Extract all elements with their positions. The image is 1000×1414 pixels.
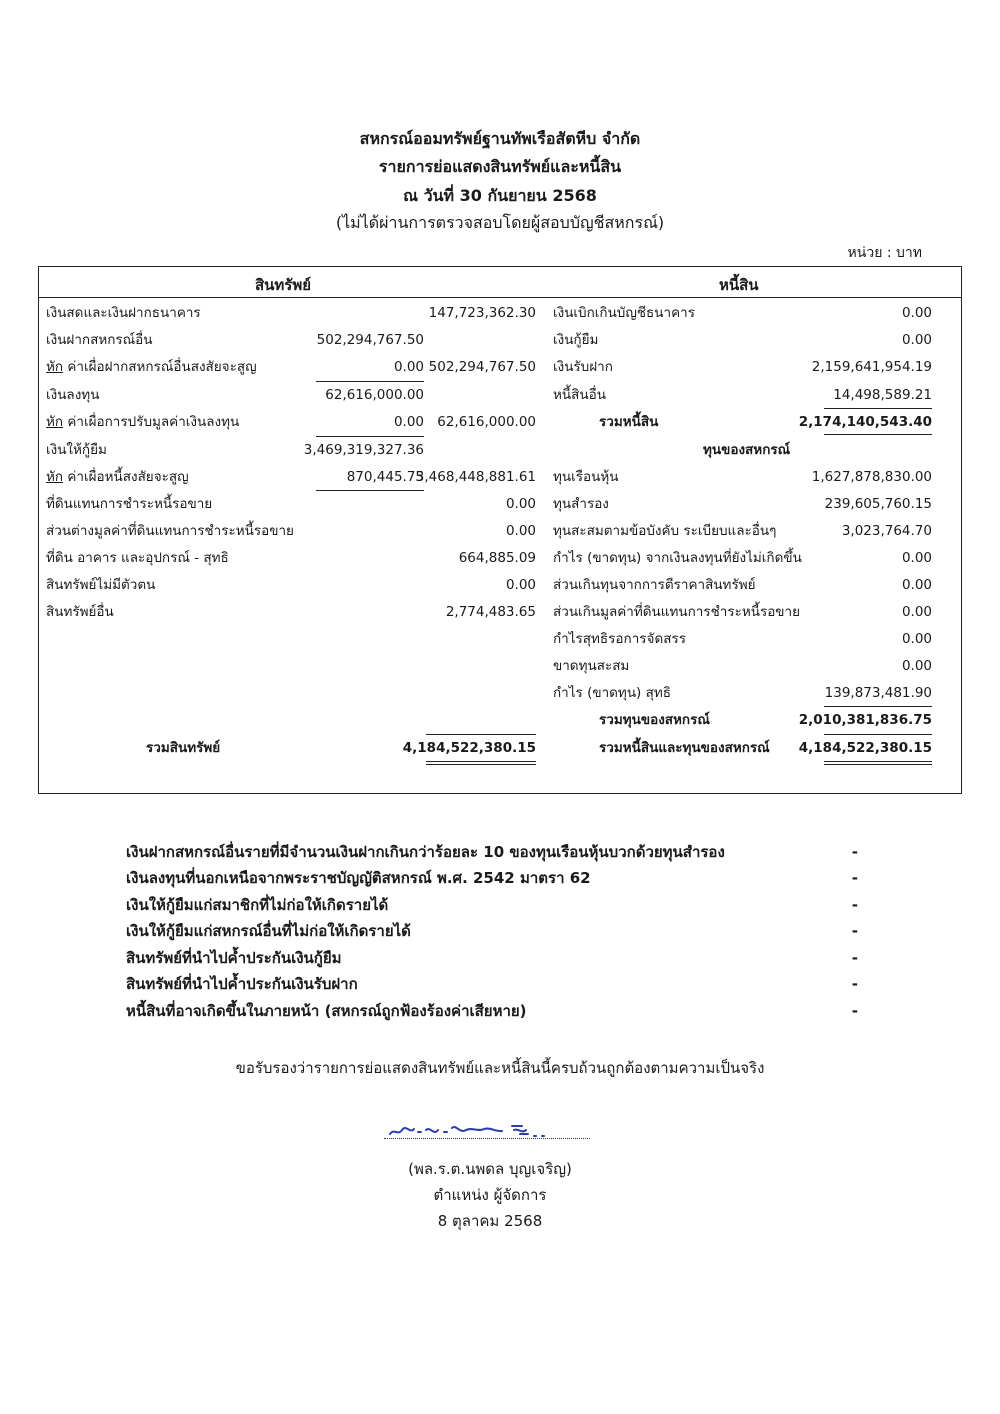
- equity-row: [553, 627, 932, 651]
- equity-value: 0.00: [901, 604, 932, 620]
- note-text: เงินฝากสหกรณ์อื่นรายที่มีจำนวนเงินฝากเกินกว่าร้อยละ 10 ของทุนเรือนหุ้นบวกด้วยทุนสำรอง: [126, 843, 725, 861]
- note-value: -: [851, 896, 858, 914]
- note-value: -: [851, 869, 858, 887]
- subtotal-underline: [316, 490, 424, 491]
- note-value: -: [851, 1002, 858, 1020]
- asset-label: ส่วนต่างมูลค่าที่ดินแทนการชำระหนี้รอขาย: [46, 523, 294, 539]
- equity-row: [553, 465, 932, 489]
- certification-text: ขอรับรองว่ารายการย่อแสดงสินทรัพย์และหนี้สินนี้ครบถ้วนถูกต้องตามความเป็นจริง: [235, 1059, 765, 1077]
- report-date: ณ วันที่ 30 กันยายน 2568: [403, 186, 597, 205]
- asset-row: [46, 519, 536, 543]
- liability-label: หนี้สินอื่น: [553, 387, 606, 403]
- audit-note: (ไม่ได้ผ่านการตรวจสอบโดยผู้สอบบัญชีสหกรณ์): [335, 213, 665, 232]
- equity-label: กำไร (ขาดทุน) สุทธิ: [553, 685, 671, 701]
- signature-date: 8 ตุลาคม 2568: [437, 1212, 543, 1230]
- total-equity-row: [553, 708, 932, 732]
- subtotal-underline: [316, 436, 424, 437]
- liability-value: 2,159,641,954.19: [811, 359, 932, 375]
- note-text: เงินให้กู้ยืมแก่สมาชิกที่ไม่ก่อให้เกิดรายได้: [126, 896, 389, 914]
- total-assets-row: [46, 736, 536, 760]
- note-item: [126, 945, 866, 971]
- asset-label: เงินสดและเงินฝากธนาคาร: [46, 305, 201, 321]
- liability-value: 0.00: [901, 332, 932, 348]
- less-prefix: หัก: [46, 469, 64, 485]
- note-value: -: [851, 975, 858, 993]
- note-text: หนี้สินที่อาจเกิดขึ้นในภายหน้า (สหกรณ์ถูกฟ้องร้องค่าเสียหาย): [126, 1002, 527, 1020]
- asset-total: 502,294,767.50: [428, 359, 536, 375]
- equity-row: [553, 573, 932, 597]
- asset-total: 0.00: [505, 523, 536, 539]
- grand-total-topline: [824, 734, 932, 735]
- asset-label: สินทรัพย์ไม่มีตัวตน: [46, 577, 156, 593]
- grand-total-label: รวมหนี้สินและทุนของสหกรณ์: [599, 740, 770, 756]
- equity-row: [553, 681, 932, 705]
- total-assets-value: 4,184,522,380.15: [402, 740, 536, 756]
- asset-row: [46, 600, 536, 624]
- asset-total: 664,885.09: [458, 550, 536, 566]
- liability-label: เงินรับฝาก: [553, 359, 613, 375]
- equity-row: [553, 600, 932, 624]
- note-item: [126, 839, 866, 865]
- asset-label: เงินลงทุน: [46, 387, 100, 403]
- equity-title-row: [553, 438, 932, 462]
- equity-value: 0.00: [901, 550, 932, 566]
- total-assets-label: รวมสินทรัพย์: [146, 740, 221, 756]
- equity-label: ทุนสะสมตามข้อบังคับ ระเบียบและอื่นๆ: [553, 523, 777, 539]
- signature-line: [384, 1138, 590, 1139]
- asset-label: ที่ดิน อาคาร และอุปกรณ์ - สุทธิ: [46, 550, 229, 566]
- total-equity-label: รวมทุนของสหกรณ์: [599, 712, 710, 728]
- asset-row: [46, 492, 536, 516]
- note-item: [126, 865, 866, 891]
- signer-name: (พล.ร.ต.นพดล บุญเจริญ): [408, 1160, 572, 1178]
- total-assets-topline: [426, 734, 536, 735]
- asset-total: 0.00: [505, 577, 536, 593]
- equity-value: 0.00: [901, 631, 932, 647]
- total-liabilities-row: [553, 410, 932, 434]
- equity-label: ทุนสำรอง: [553, 496, 609, 512]
- total-liabilities-underline: [824, 434, 932, 435]
- asset-row: [46, 438, 536, 462]
- note-text: สินทรัพย์ที่นำไปค้ำประกันเงินกู้ยืม: [126, 949, 342, 967]
- asset-subvalue: 3,469,319,327.36: [303, 442, 424, 458]
- equity-value: 3,023,764.70: [841, 523, 932, 539]
- asset-label: เงินให้กู้ยืม: [46, 442, 107, 458]
- asset-label: ที่ดินแทนการชำระหนี้รอขาย: [46, 496, 213, 512]
- asset-total: 62,616,000.00: [437, 414, 536, 430]
- total-liabilities-value: 2,174,140,543.40: [798, 414, 932, 430]
- asset-label: เงินฝากสหกรณ์อื่น: [46, 332, 153, 348]
- note-value: -: [851, 843, 858, 861]
- less-prefix: หัก: [46, 359, 64, 375]
- asset-subvalue: 0.00: [393, 359, 424, 375]
- note-value: -: [851, 922, 858, 940]
- cooperative-name: สหกรณ์ออมทรัพย์ฐานทัพเรือสัตหีบ จำกัด: [359, 129, 641, 148]
- note-text: เงินลงทุนที่นอกเหนือจากพระราชบัญญัติสหกรณ์ พ.ศ. 2542 มาตรา 62: [126, 869, 591, 887]
- note-item: [126, 971, 866, 997]
- liability-label: เงินกู้ยืม: [553, 332, 599, 348]
- asset-total: 147,723,362.30: [428, 305, 536, 321]
- asset-subvalue: 502,294,767.50: [316, 332, 424, 348]
- asset-total: 3,468,448,881.61: [415, 469, 536, 485]
- grand-total-value: 4,184,522,380.15: [798, 740, 932, 756]
- equity-title: ทุนของสหกรณ์: [703, 442, 791, 458]
- asset-row: [46, 355, 536, 379]
- asset-label: ค่าเผื่อการปรับมูลค่าเงินลงทุน: [63, 414, 240, 430]
- assets-title: สินทรัพย์: [255, 276, 312, 294]
- asset-row: [46, 465, 536, 489]
- equity-row: [553, 546, 932, 570]
- equity-row: [553, 654, 932, 678]
- liability-row: [553, 328, 932, 352]
- total-equity-value: 2,010,381,836.75: [798, 712, 932, 728]
- liability-row: [553, 301, 932, 325]
- equity-row: [553, 492, 932, 516]
- asset-label: ค่าเผื่อฝากสหกรณ์อื่นสงสัยจะสูญ: [63, 359, 257, 375]
- note-text: เงินให้กู้ยืมแก่สหกรณ์อื่นที่ไม่ก่อให้เกิดรายได้: [126, 922, 411, 940]
- asset-row: [46, 546, 536, 570]
- note-item: [126, 918, 866, 944]
- asset-subvalue: 0.00: [393, 414, 424, 430]
- asset-label: ค่าเผื่อหนี้สงสัยจะสูญ: [63, 469, 189, 485]
- signer-position: ตำแหน่ง ผู้จัดการ: [433, 1186, 547, 1204]
- unit-label: หน่วย : บาท: [847, 245, 922, 261]
- note-value: -: [851, 949, 858, 967]
- asset-subvalue: 870,445.75: [346, 469, 424, 485]
- liability-value: 14,498,589.21: [833, 387, 932, 403]
- equity-label: กำไร (ขาดทุน) จากเงินลงทุนที่ยังไม่เกิดขึ้น: [553, 550, 802, 566]
- total-assets-double-underline: [426, 761, 536, 765]
- total-equity-topline: [824, 706, 932, 707]
- equity-label: ขาดทุนสะสม: [553, 658, 630, 674]
- equity-value: 1,627,878,830.00: [811, 469, 932, 485]
- asset-row: [46, 301, 536, 325]
- header-divider: [39, 297, 961, 298]
- liability-value: 0.00: [901, 305, 932, 321]
- less-prefix: หัก: [46, 414, 64, 430]
- liability-row: [553, 355, 932, 379]
- equity-value: 0.00: [901, 577, 932, 593]
- asset-row: [46, 328, 536, 352]
- asset-row: [46, 410, 536, 434]
- subtotal-underline: [316, 381, 424, 382]
- equity-row: [553, 519, 932, 543]
- asset-total: 0.00: [505, 496, 536, 512]
- grand-total-double-underline: [824, 761, 932, 765]
- asset-subvalue: 62,616,000.00: [325, 387, 424, 403]
- note-text: สินทรัพย์ที่นำไปค้ำประกันเงินรับฝาก: [126, 975, 358, 993]
- equity-value: 139,873,481.90: [824, 685, 932, 701]
- note-item: [126, 998, 866, 1024]
- asset-row: [46, 573, 536, 597]
- equity-label: ส่วนเกินทุนจากการตีราคาสินทรัพย์: [553, 577, 756, 593]
- equity-value: 239,605,760.15: [824, 496, 932, 512]
- asset-row: [46, 383, 536, 407]
- liability-row: [553, 383, 932, 407]
- equity-label: ทุนเรือนหุ้น: [553, 469, 619, 485]
- asset-label: สินทรัพย์อื่น: [46, 604, 114, 620]
- total-liabilities-label: รวมหนี้สิน: [599, 414, 659, 430]
- liability-label: เงินเบิกเกินบัญชีธนาคาร: [553, 305, 695, 321]
- report-title: รายการย่อแสดงสินทรัพย์และหนี้สิน: [378, 157, 622, 176]
- equity-label: ส่วนเกินมูลค่าที่ดินแทนการชำระหนี้รอขาย: [553, 604, 801, 620]
- total-liabilities-topline: [824, 408, 932, 409]
- asset-total: 2,774,483.65: [445, 604, 536, 620]
- liabilities-title: หนี้สิน: [719, 276, 759, 294]
- grand-total-row: [553, 736, 932, 760]
- equity-label: กำไรสุทธิรอการจัดสรร: [553, 631, 686, 647]
- note-item: [126, 892, 866, 918]
- equity-value: 0.00: [901, 658, 932, 674]
